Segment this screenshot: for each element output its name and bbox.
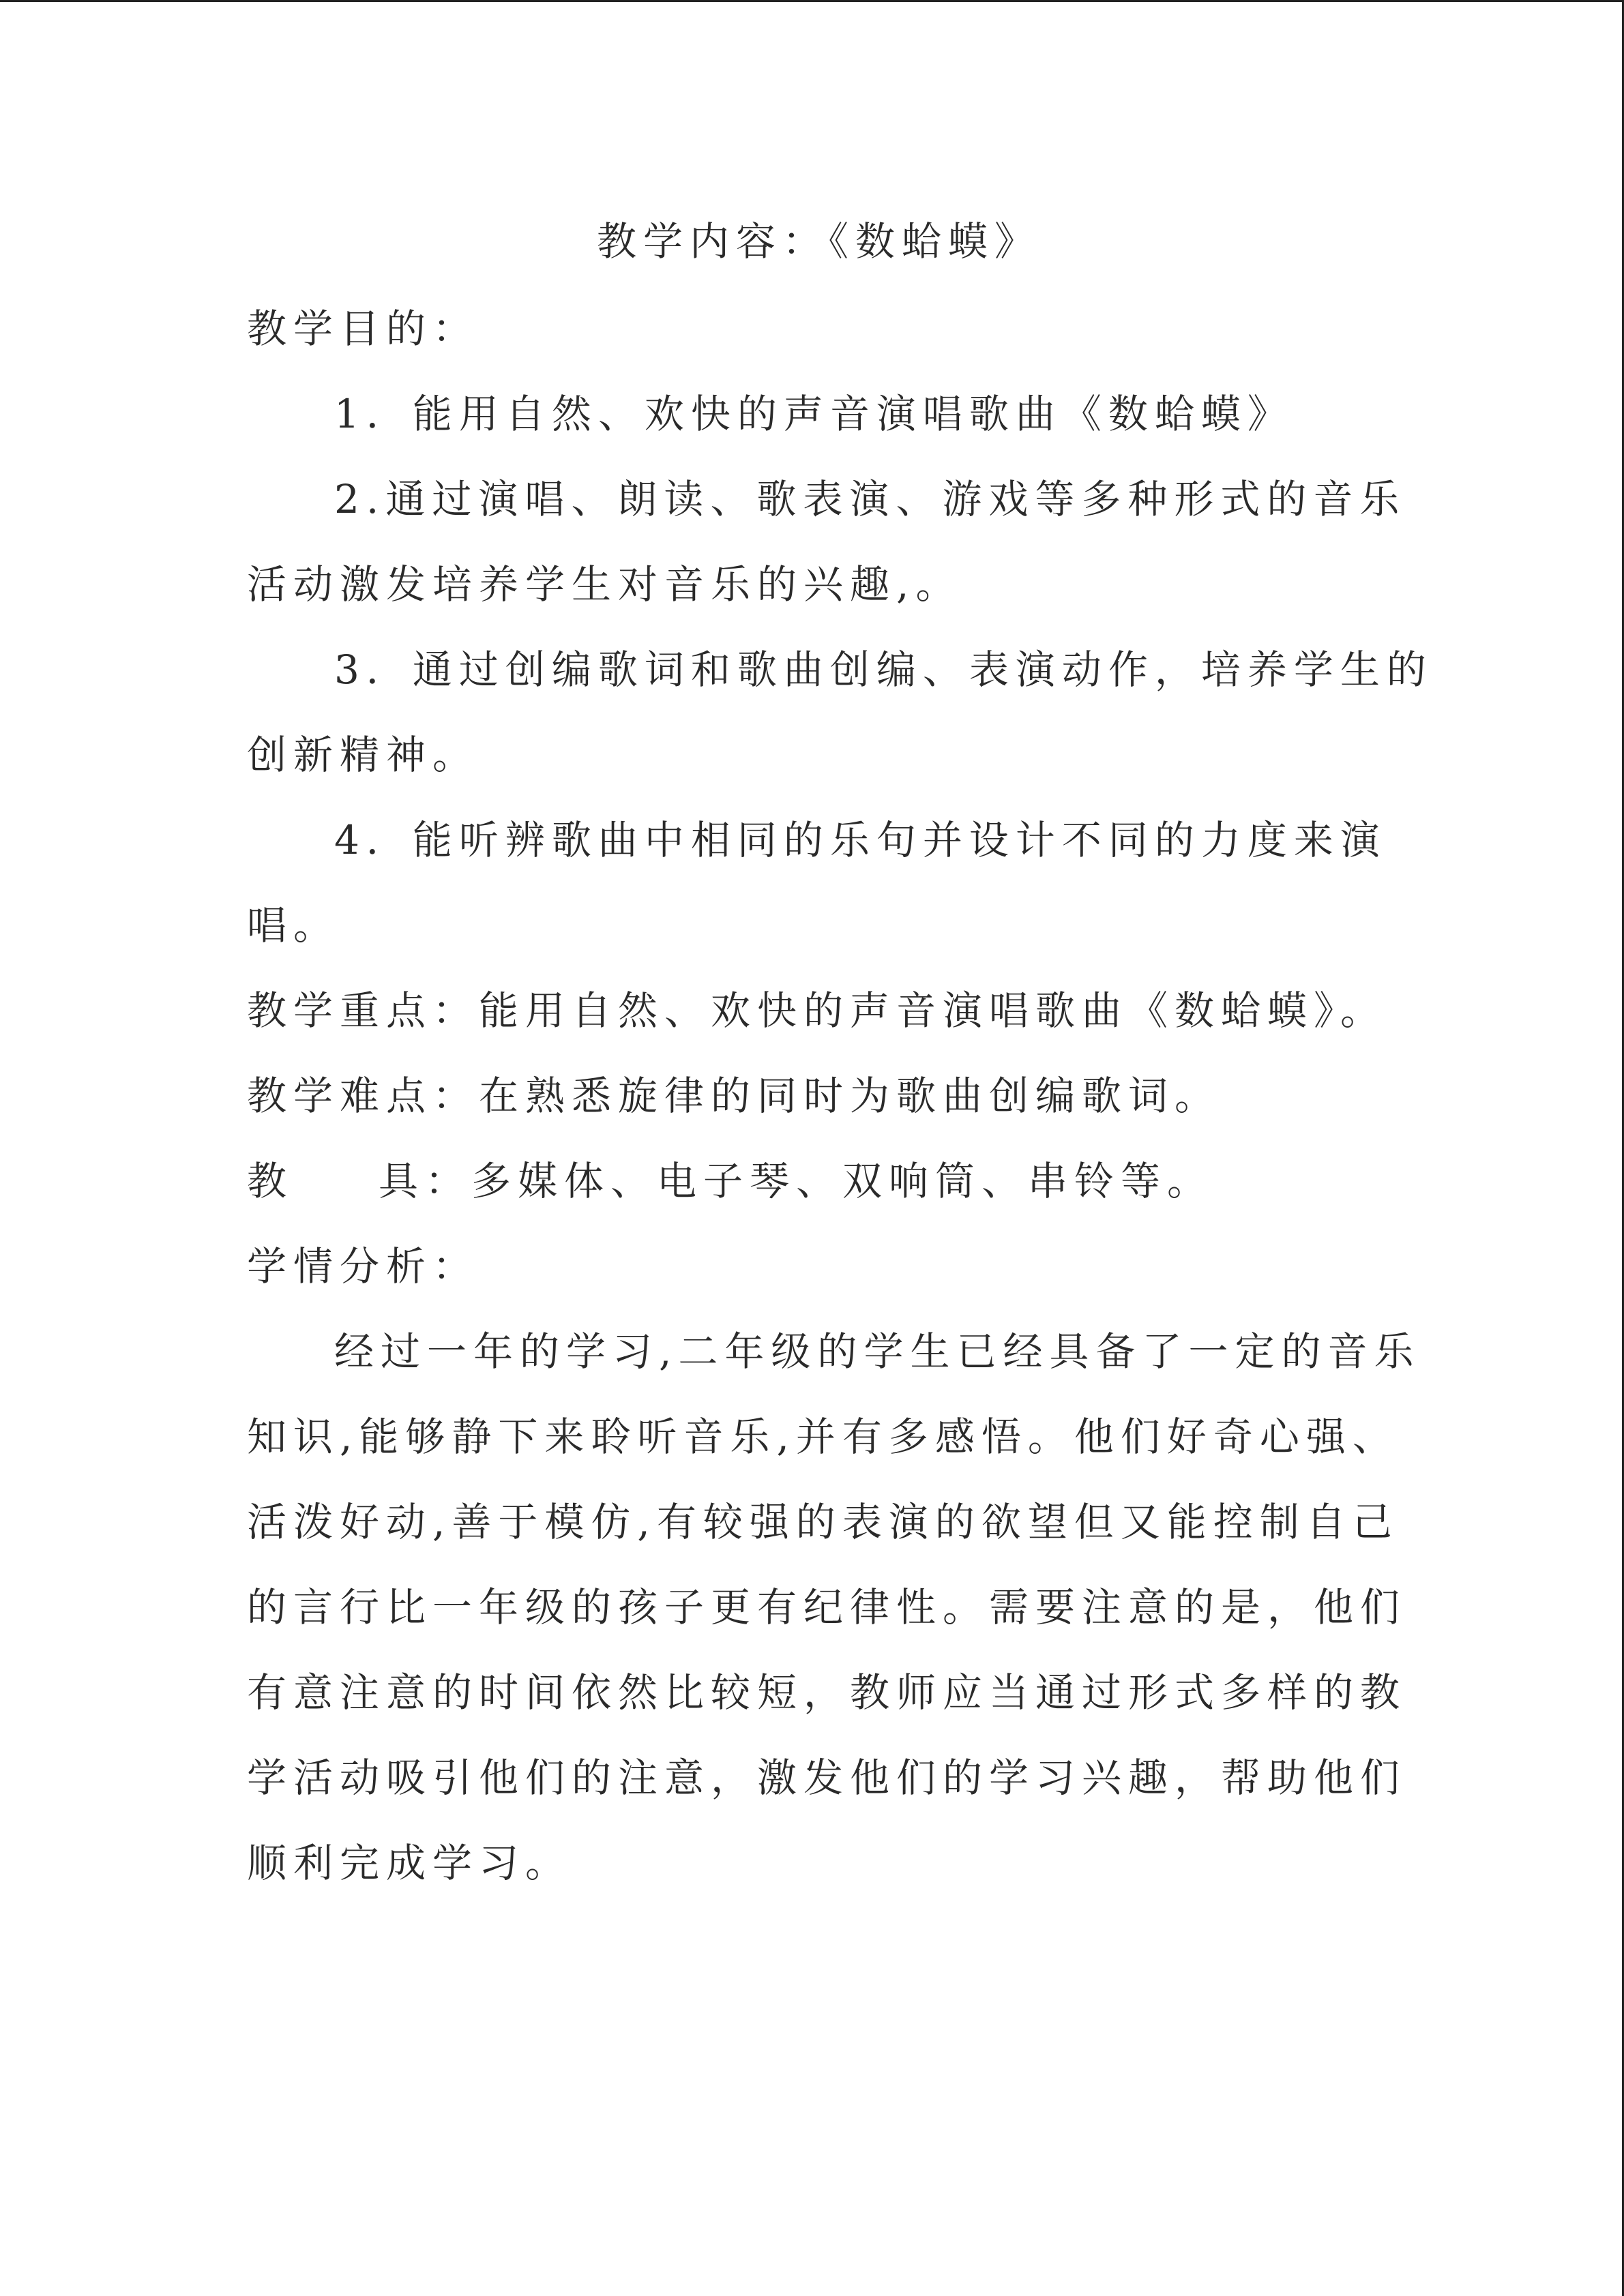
difficulty: 教学难点：在熟悉旋律的同时为歌曲创编歌词。 bbox=[247, 1073, 1222, 1119]
key-point: 教学重点：能用自然、欢快的声音演唱歌曲《数蛤蟆》。 bbox=[247, 987, 1387, 1034]
analysis-line: 的言行比一年级的孩子更有纪律性。需要注意的是，他们 bbox=[247, 1584, 1407, 1630]
objectives-heading: 教学目的： bbox=[247, 305, 479, 352]
analysis-line: 有意注意的时间依然比较短，教师应当通过形式多样的教 bbox=[247, 1669, 1407, 1716]
objective-line: 活动激发培养学生对音乐的兴趣,。 bbox=[247, 561, 962, 608]
objective-line: 创新精神。 bbox=[247, 732, 479, 778]
analysis-line: 活泼好动,善于模仿,有较强的表演的欲望但又能控制自己 bbox=[247, 1499, 1399, 1545]
objective-line: 唱。 bbox=[247, 902, 340, 949]
analysis-heading: 学情分析： bbox=[247, 1243, 479, 1289]
tools-label: 教 bbox=[247, 1158, 294, 1204]
objective-line: 1．能用自然、欢快的声音演唱歌曲《数蛤蟆》 bbox=[334, 391, 1294, 437]
objective-line: 3．通过创编歌词和歌曲创编、表演动作，培养学生的 bbox=[334, 646, 1433, 693]
objective-line: 2.通过演唱、朗读、歌表演、游戏等多种形式的音乐 bbox=[334, 476, 1406, 522]
analysis-line: 经过一年的学习,二年级的学生已经具备了一定的音乐 bbox=[334, 1328, 1421, 1375]
analysis-line: 知识,能够静下来聆听音乐,并有多感悟。他们好奇心强、 bbox=[247, 1414, 1399, 1460]
objective-line: 4．能听辨歌曲中相同的乐句并设计不同的力度来演 bbox=[334, 817, 1387, 863]
page-title: 教学内容：《数蛤蟆》 bbox=[597, 218, 1042, 265]
tools-text: 具：多媒体、电子琴、双响筒、串铃等。 bbox=[379, 1158, 1214, 1204]
analysis-line: 学活动吸引他们的注意，激发他们的学习兴趣，帮助他们 bbox=[247, 1755, 1407, 1801]
analysis-line: 顺利完成学习。 bbox=[247, 1840, 572, 1886]
